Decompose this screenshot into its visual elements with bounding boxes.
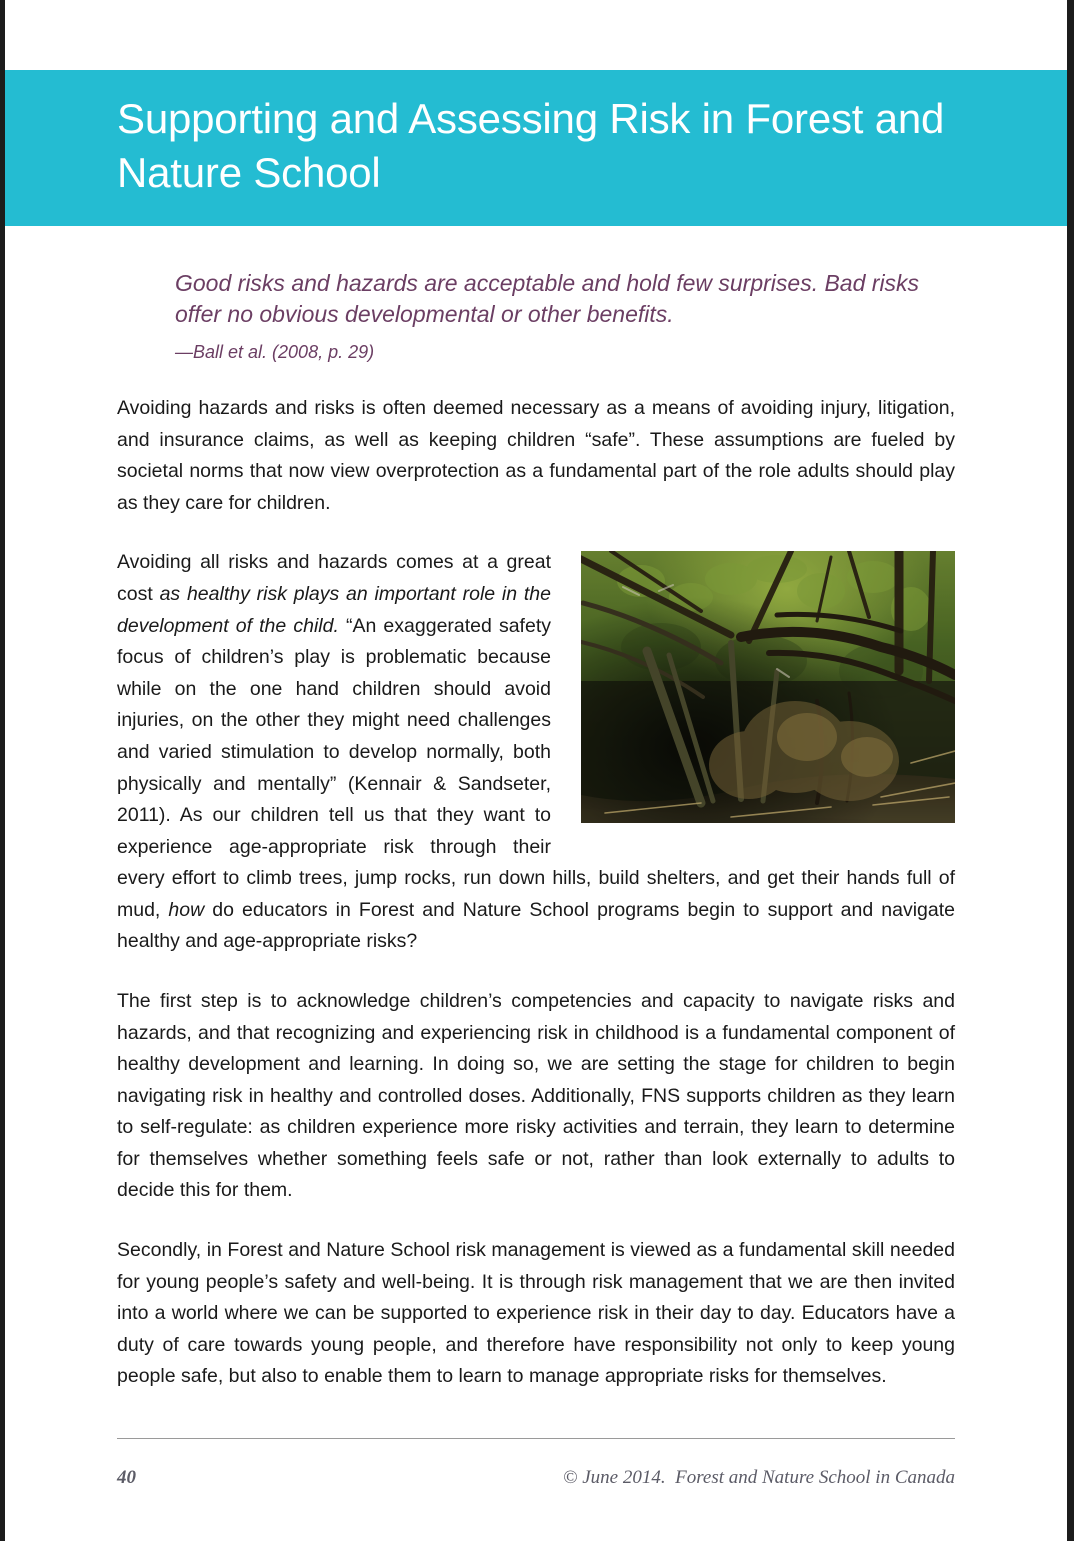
paragraph-2-lead: Avoiding all risks and hazards comes at a great cost <box>117 551 551 606</box>
paragraph-2-block <box>117 547 955 958</box>
pullquote <box>175 268 955 366</box>
paragraph-3: The first step is to acknowledge children’s competencies and capacity to navigate risks and hazards, and that recognizing and experiencing risk in childhood is a fundamental component of healthy development and learning. In doing so, we are setting the stage for children to begin navigating risk in healthy and controlled doses. Additionally, FNS supports children as they learn to self-regulate: as children experience more risky activities and terrain, they learn to determine for themselves whether something feels safe or not, rather than look externally to adults to decide this for them. <box>117 989 955 1202</box>
page-footer <box>5 1438 1067 1489</box>
paragraph-2-tail: do educators in Forest and Nature School programs begin to support and navigate healthy and age-appropriate risks? <box>117 898 955 953</box>
paragraph-1: Avoiding hazards and risks is often deemed necessary as a means of avoiding injury, litigation, and insurance claims, as well as keeping children “safe”. These assumptions are fueled by societal norms that now view overprotection as a fundamental part of the role adults should play as they care for children. <box>117 397 955 514</box>
pullquote-text: Good risks and hazards are acceptable and hold few surprises. Bad risks offer no obvious developmental or other benefits. <box>175 269 920 328</box>
paragraph-2-emphasis: as healthy risk plays an important role in the development of the child. <box>117 583 551 637</box>
title-banner <box>5 70 1067 226</box>
copyright-notice: © June 2014. Forest and Nature School in Canada <box>563 1467 955 1488</box>
forest-shelter-photo-graphic <box>581 551 955 823</box>
paragraph-2-middle: “An exaggerated safety focus of children’s play is problematic because while on the one hand children should avoid injuries, on the other they might need challenges and varied stimulation to develop normally, both physically and mentally” (Kennair & Sandseter, 2011). As our children tell us that they want to experience age-appropriate risk through their every effort to climb trees, jump rocks, run down hills, build shelters, and get their hands full of mud, <box>117 614 955 921</box>
footer-divider <box>117 1438 955 1439</box>
forest-shelter-photo <box>581 551 955 823</box>
top-margin <box>5 0 1067 70</box>
page-content <box>5 268 1067 1393</box>
page-number: 40 <box>117 1467 136 1488</box>
footer-row <box>117 1467 955 1489</box>
paragraph-4: Secondly, in Forest and Nature School risk management is viewed as a fundamental skill needed for young people’s safety and well-being. It is through risk management that we are then invited into a world where we can be supported to experience risk in their day to day. Educators have a duty of care towards young people, and therefore have responsibility not only to keep young people safe, but also to enable them to learn to manage appropriate risks for themselves. <box>117 1239 955 1388</box>
paragraph-2-emphasis-how: how <box>168 898 205 921</box>
pullquote-attribution: —Ball et al. (2008, p. 29) <box>175 341 375 362</box>
page-title: Supporting and Assessing Risk in Forest and Nature School <box>117 95 945 196</box>
